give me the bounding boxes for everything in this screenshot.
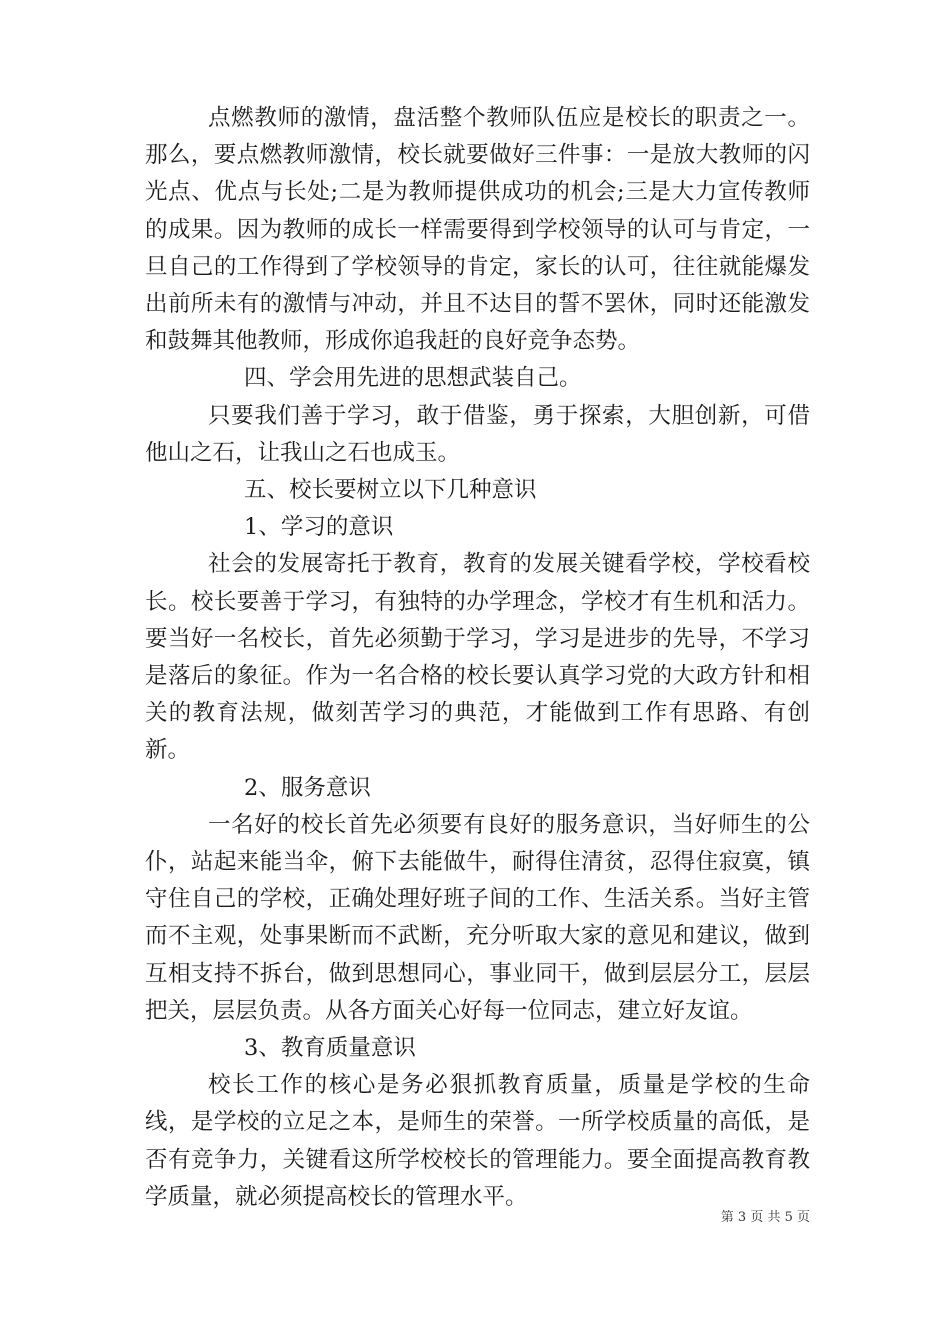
page-number-footer: 第 3 页 共 5 页: [720, 1210, 810, 1225]
paragraph: 社会的发展寄托于教育，教育的发展关键看学校，学校看校长。校长要善于学习，有独特的办学理念，学校才有生机和活力。要当好一名校长，首先必须勤于学习，学习是进步的先导，不学习是落后的象征。作为一名合格的校长要认真学习党的大政方针和相关的教育法规，做刻苦学习的典范，才能做到工作有思路、有创新。: [145, 551, 810, 764]
section-heading: 五、校长要树立以下几种意识: [244, 477, 537, 504]
subsection-heading: 3、教育质量意识: [244, 1035, 416, 1062]
paragraph: 一名好的校长首先必须要有良好的服务意识，当好师生的公仆，站起来能当伞，俯下去能做牛，耐得住清贫，忍得住寂寞，镇守住自己的学校，正确处理好班子间的工作、生活关系。当好主管而不主观，处事果断而不武断，充分听取大家的意见和建议，做到互相支持不拆台，做到思想同心，事业同干，做到层层分工，层层把关，层层负责。从各方面关心好每一位同志，建立好友谊。: [145, 811, 810, 1024]
subsection-heading: 1、学习的意识: [244, 514, 394, 541]
paragraph: 只要我们善于学习，敢于借鉴，勇于探索，大胆创新，可借他山之石，让我山之石也成玉。: [145, 402, 810, 466]
section-heading: 四、学会用先进的思想武装自己。: [244, 365, 582, 392]
document-body: [145, 100, 810, 1216]
paragraph: 校长工作的核心是务必狠抓教育质量，质量是学校的生命线，是学校的立足之本，是师生的荣誉。一所学校质量的高低，是否有竞争力，关键看这所学校校长的管理能力。要全面提高教育教学质量，就必须提高校长的管理水平。: [145, 1072, 810, 1210]
paragraph: 点燃教师的激情，盘活整个教师队伍应是校长的职责之一。那么，要点燃教师激情，校长就要做好三件事：一是放大教师的闪光点、优点与长处;二是为教师提供成功的机会;三是大力宣传教师的成果。因为教师的成长一样需要得到学校领导的认可与肯定，一旦自己的工作得到了学校领导的肯定，家长的认可，往往就能爆发出前所未有的激情与冲动，并且不达目的誓不罢休，同时还能激发和鼓舞其他教师，形成你追我赶的良好竞争态势。: [145, 105, 810, 355]
subsection-heading: 2、服务意识: [244, 774, 371, 801]
